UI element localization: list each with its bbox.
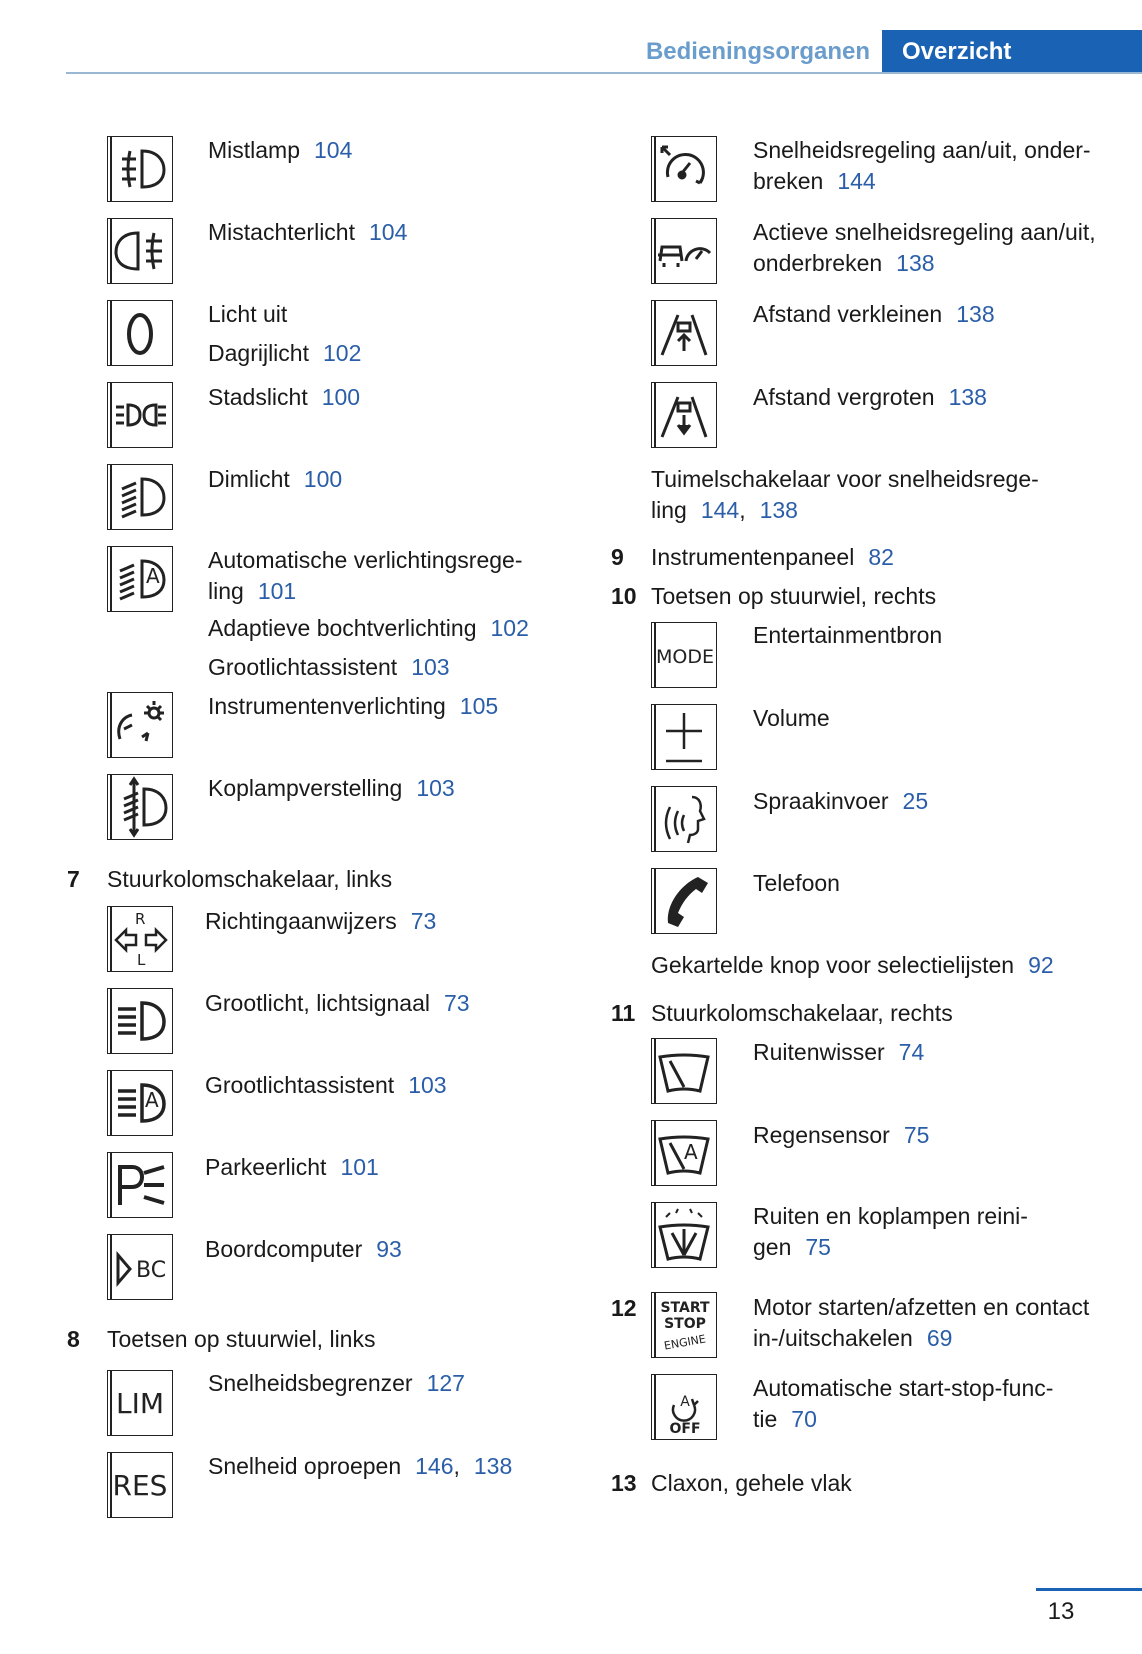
svg-text:A: A xyxy=(145,1088,159,1112)
entry-active-cruise-control: Actieve snelheidsregeling aan/uit, onderbreken 138 xyxy=(753,219,1096,276)
header-section-title: Bedieningsorganen xyxy=(645,38,870,65)
entry-high-beam-assistant-2: Grootlichtassistent 103 xyxy=(205,1072,447,1098)
entry-rocker-switch: Tuimelschakelaar voor snelheidsrege- ling 144, 138 xyxy=(651,466,1039,523)
entry-turn-signals: Richtingaanwijzers 73 xyxy=(205,908,437,934)
entry-headlight-range: Koplampverstelling 103 xyxy=(208,775,455,801)
entry-parking-light: Parkeerlicht 101 xyxy=(205,1154,379,1180)
entry-speed-limiter: Snelheidsbegrenzer 127 xyxy=(208,1370,465,1396)
auto-headlight-icon xyxy=(107,546,173,612)
footer-rule xyxy=(1036,1588,1142,1591)
headlight-range-icon xyxy=(107,774,173,840)
header-tab: Overzicht xyxy=(882,30,1142,74)
turn-signal-icon xyxy=(107,906,173,972)
entry-phone: Telefoon xyxy=(753,870,840,896)
svg-text:A: A xyxy=(146,564,160,588)
section-10-heading: 10 Toetsen op stuurwiel, rechts xyxy=(611,583,937,609)
svg-text:A: A xyxy=(684,1140,698,1164)
rain-sensor-icon xyxy=(651,1120,717,1186)
entry-rear-fog-light: Mistachterlicht 104 xyxy=(208,219,408,245)
svg-text:L: L xyxy=(137,951,146,969)
distance-decrease-icon xyxy=(651,300,717,366)
light-off-icon xyxy=(107,300,173,366)
entry-light-off: Licht uit xyxy=(208,301,288,327)
svg-text:R: R xyxy=(135,910,146,928)
entry-wiper: Ruitenwisser 74 xyxy=(753,1039,925,1065)
entry-fog-lamp: Mistlamp 104 xyxy=(208,137,353,163)
parking-light-icon xyxy=(107,1152,173,1218)
svg-text:LIM: LIM xyxy=(115,1387,165,1420)
start-stop-engine-icon xyxy=(651,1292,717,1358)
header-divider xyxy=(66,72,1142,74)
entry-high-beam-assistant: Grootlichtassistent 103 xyxy=(208,654,450,680)
entry-parking-lights: Stadslicht 100 xyxy=(208,384,361,410)
res-icon xyxy=(107,1452,173,1518)
svg-text:OFF: OFF xyxy=(669,1421,701,1437)
entry-low-beam: Dimlicht 100 xyxy=(208,466,343,492)
entry-board-computer: Boordcomputer 93 xyxy=(205,1236,402,1262)
section-8-heading: 8 Toetsen op stuurwiel, links xyxy=(67,1326,376,1352)
entry-rain-sensor: Regensensor 75 xyxy=(753,1122,930,1148)
active-cruise-control-icon xyxy=(651,218,717,284)
mode-icon xyxy=(651,622,717,688)
high-beam-icon xyxy=(107,988,173,1054)
entry-distance-decrease: Afstand verkleinen 138 xyxy=(753,301,995,327)
svg-text:RES: RES xyxy=(112,1469,168,1502)
voice-input-icon xyxy=(651,786,717,852)
lim-icon xyxy=(107,1370,173,1436)
svg-text:A: A xyxy=(680,1394,690,1410)
instrument-lighting-icon xyxy=(107,692,173,758)
section-11-heading: 11 Stuurkolomschakelaar, rechts xyxy=(611,1000,953,1026)
auto-start-stop-icon xyxy=(651,1374,717,1440)
fog-lamp-icon xyxy=(107,136,173,202)
section-13-heading: 13 Claxon, gehele vlak xyxy=(611,1470,852,1496)
board-computer-icon xyxy=(107,1234,173,1300)
low-beam-icon xyxy=(107,464,173,530)
entry-resume-speed: Snelheid oproepen 146, 138 xyxy=(208,1453,513,1479)
page-number: 13 xyxy=(1047,1598,1075,1625)
entry-distance-increase: Afstand vergroten 138 xyxy=(753,384,987,410)
entry-entertainment-source: Entertainmentbron xyxy=(753,622,943,648)
entry-instrument-lighting: Instrumentenverlichting 105 xyxy=(208,693,499,719)
section-9-heading: 9 Instrumentenpaneel 82 xyxy=(611,544,894,570)
washer-icon xyxy=(651,1202,717,1268)
entry-auto-headlight: Automatische verlichtingsrege- ling 101 xyxy=(208,547,523,604)
entry-engine-start-stop: Motor starten/afzetten en contact in-/uitschakelen 69 xyxy=(753,1294,1090,1351)
entry-cruise-control: Snelheidsregeling aan/uit, onder- breken 144 xyxy=(753,137,1091,194)
entry-adaptive-bend: Adaptieve bochtverlichting 102 xyxy=(208,615,529,641)
entry-volume: Volume xyxy=(753,705,830,731)
svg-text:START: START xyxy=(660,1300,710,1316)
high-beam-assistant-icon xyxy=(107,1070,173,1136)
entry-auto-start-stop: Automatische start-stop-func- tie 70 xyxy=(753,1375,1054,1432)
distance-increase-icon xyxy=(651,382,717,448)
entry-knurled-knob: Gekartelde knop voor selectielijsten 92 xyxy=(651,952,1054,978)
entry-washer: Ruiten en koplampen reini- gen 75 xyxy=(753,1203,1028,1260)
entry-high-beam: Grootlicht, lichtsignaal 73 xyxy=(205,990,470,1016)
svg-text:MODE: MODE xyxy=(656,646,714,668)
phone-icon xyxy=(651,868,717,934)
volume-icon xyxy=(651,704,717,770)
entry-voice-input: Spraakinvoer 25 xyxy=(753,788,929,814)
cruise-control-icon xyxy=(651,136,717,202)
svg-text:BC: BC xyxy=(136,1258,167,1283)
rear-fog-light-icon xyxy=(107,218,173,284)
entry-daytime-running: Dagrijlicht 102 xyxy=(208,340,362,366)
section-12-number: 12 xyxy=(611,1295,637,1321)
wiper-icon xyxy=(651,1038,717,1104)
svg-text:ENGINE: ENGINE xyxy=(663,1332,707,1353)
section-7-heading: 7 Stuurkolomschakelaar, links xyxy=(67,866,393,892)
svg-text:STOP: STOP xyxy=(664,1316,706,1332)
parking-lights-icon xyxy=(107,382,173,448)
